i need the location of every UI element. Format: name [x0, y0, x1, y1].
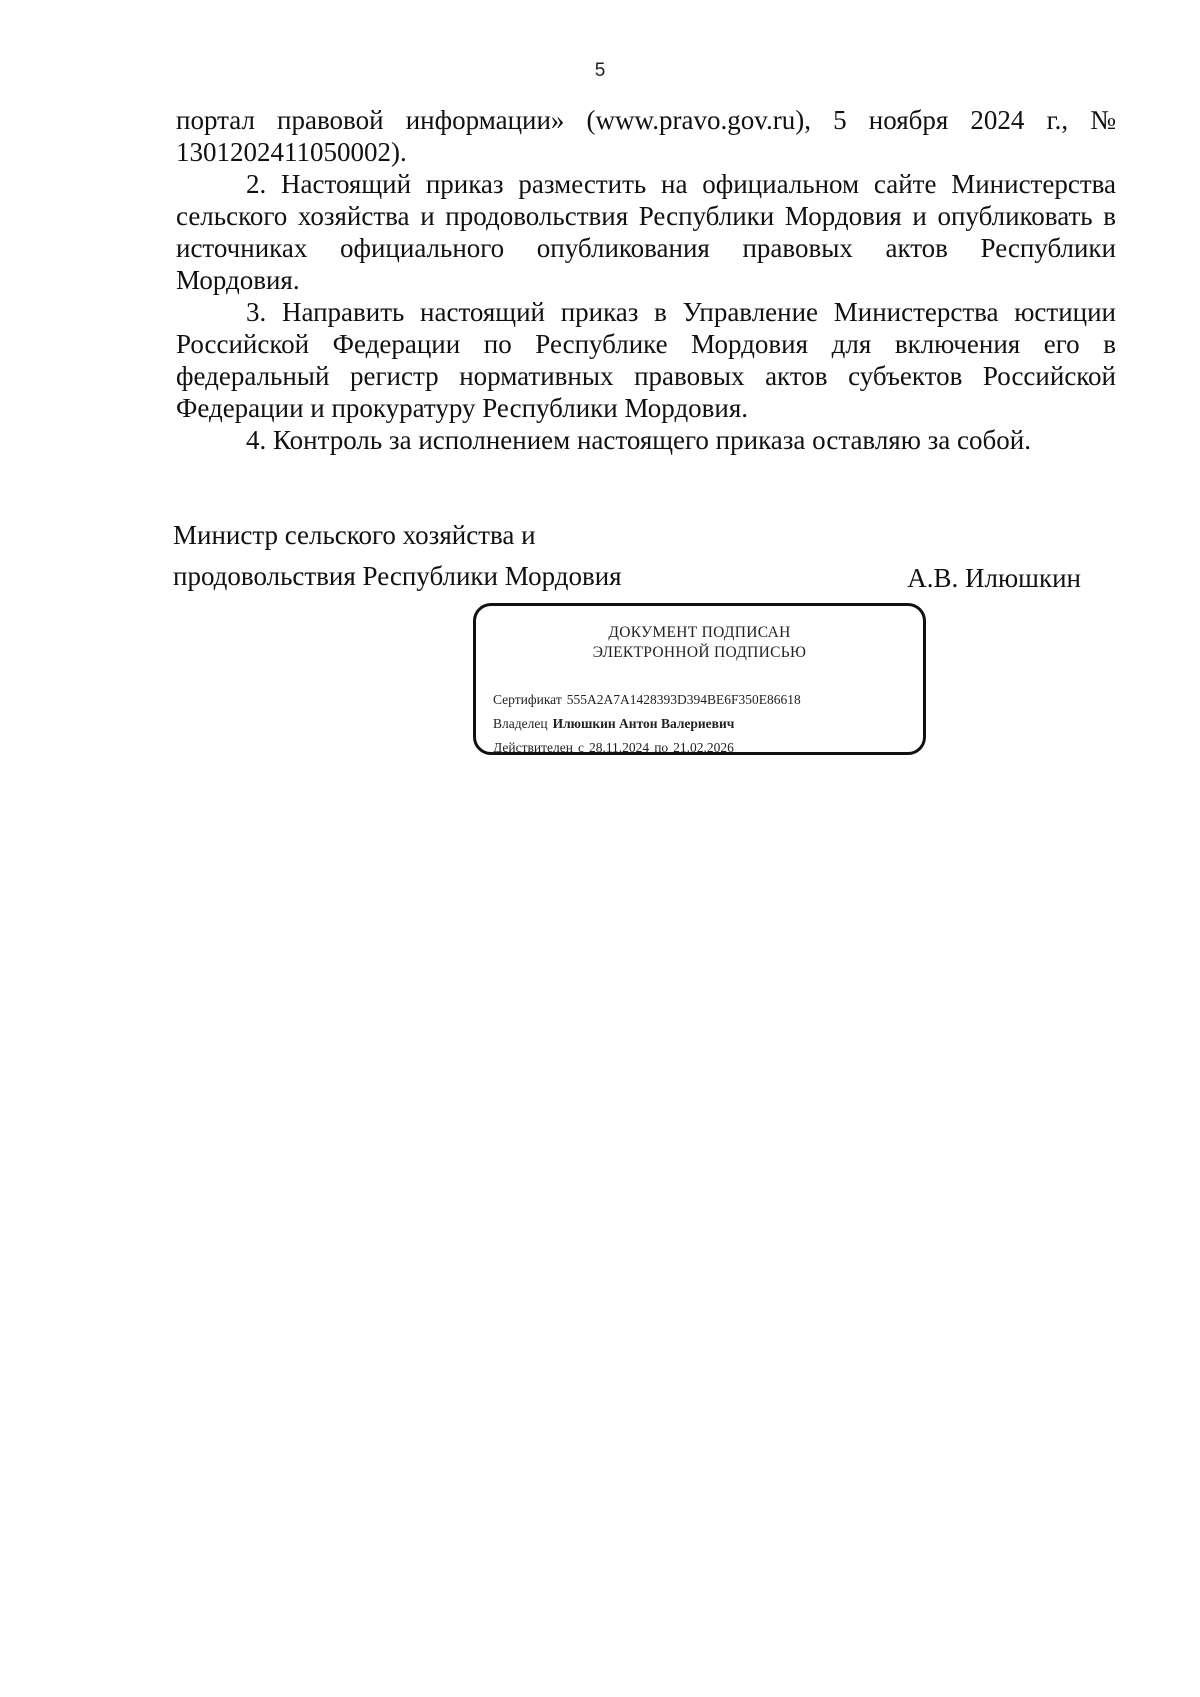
- paragraph-2: 2. Настоящий приказ разместить на официальном сайте Министерства сельского хозяйства и продовольствия Республики Мордовия и опубликовать в источниках официального опубликования правовых актов Республики Мордовия.: [176, 169, 1116, 295]
- owner-label: Владелец: [493, 716, 548, 731]
- signer-position-line-1: Министр сельского хозяйства и: [173, 520, 536, 550]
- stamp-owner-row: [493, 712, 801, 736]
- certificate-label: Сертификат: [493, 692, 562, 707]
- signer-name: А.В. Илюшкин: [907, 563, 1081, 593]
- stamp-certificate-row: [493, 688, 801, 712]
- stamp-title-line-2: ЭЛЕКТРОННОЙ ПОДПИСЬЮ: [592, 644, 807, 661]
- paragraph-1-continuation: портал правовой информации» (www.pravo.gov.ru), 5 ноября 2024 г., № 1301202411050002).: [176, 105, 1116, 167]
- page-number: 5: [594, 60, 606, 81]
- paragraph-4: 4. Контроль за исполнением настоящего приказа оставляю за собой.: [246, 425, 1031, 455]
- certificate-value: 555A2A7A1428393D394BE6F350E86618: [566, 692, 801, 707]
- stamp-info: [493, 688, 801, 760]
- valid-label: Действителен: [493, 740, 573, 755]
- valid-to-date: 21.02.2026: [673, 740, 734, 755]
- valid-from-date: 28.11.2024: [588, 740, 650, 755]
- valid-to-prefix: по: [654, 740, 669, 755]
- stamp-title: [476, 623, 923, 663]
- signer-position-line-2: продовольствия Республики Мордовия: [173, 561, 622, 591]
- owner-value: Илюшкин Антон Валериевич: [552, 716, 735, 731]
- electronic-signature-stamp: [473, 603, 926, 755]
- paragraph-3: 3. Направить настоящий приказ в Управление Министерства юстиции Российской Федерации по Республике Мордовия для включения его в федеральный регистр нормативных правовых актов субъектов Российской Федерации и прокуратуру Республики Мордовия.: [176, 297, 1116, 423]
- stamp-title-line-1: ДОКУМЕНТ ПОДПИСАН: [608, 624, 791, 641]
- valid-from-prefix: с: [577, 740, 584, 755]
- stamp-validity-row: [493, 736, 801, 760]
- document-body: [176, 104, 1116, 456]
